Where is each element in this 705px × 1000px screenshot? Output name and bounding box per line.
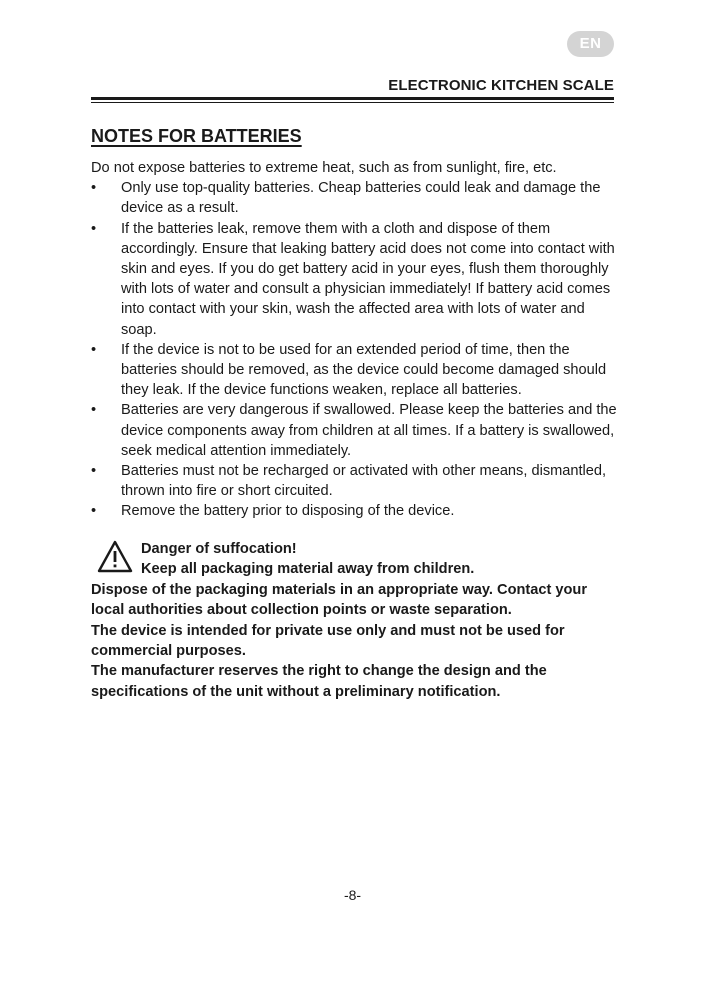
bullet-marker: •: [91, 220, 97, 237]
warning-heading: Danger of suffocation!: [141, 541, 297, 557]
list-item: [91, 461, 617, 501]
header-rule-thin: [91, 102, 614, 103]
intro-sentence: Do not expose batteries to extreme heat, such as from sunlight, fire, etc.: [91, 160, 557, 176]
list-item: [91, 340, 617, 401]
list-item-text: Batteries must not be recharged or activated with other means, dismantled, thrown into fire or short circuited.: [121, 463, 607, 500]
list-item-text: Remove the battery prior to disposing of the device.: [121, 503, 455, 520]
bullet-marker: •: [91, 503, 97, 520]
warning-triangle-icon: [97, 540, 133, 573]
list-item-text: If the batteries leak, remove them with a cloth and dispose of them accordingly. Ensure that leaking battery acid does not come into contact with skin and eyes. If you do get battery acid in your eyes, flush them thoroughly with lots of water and consult a physician immediately! If battery acid comes into contact with your skin, wash the affected area with lots of water and soap.: [121, 220, 615, 338]
list-item-text: Only use top-quality batteries. Cheap batteries could leak and damage the device as a result.: [121, 180, 601, 217]
bullet-marker: •: [91, 463, 97, 480]
battery-notes-list: [91, 178, 617, 521]
design-rights-paragraph: The manufacturer reserves the right to change the design and the specifications of the unit without a preliminary notification.: [91, 663, 547, 700]
list-item: [91, 178, 617, 218]
private-use-paragraph: The device is intended for private use only and must not be used for commercial purposes.: [91, 622, 565, 660]
document-header-title: ELECTRONIC KITCHEN SCALE: [388, 77, 614, 94]
suffocation-warning: [91, 539, 617, 702]
list-item-text: Batteries are very dangerous if swallowed. Please keep the batteries and the device components away from children at all times. If a battery is swallowed, seek medical attention immediately.: [121, 402, 617, 459]
language-badge: EN: [567, 31, 614, 57]
disposal-paragraph: Dispose of the packaging materials in an appropriate way. Contact your local authorities about collection points or waste separation.: [91, 581, 588, 619]
battery-notes-content: [91, 158, 617, 522]
list-item: [91, 501, 617, 521]
list-item: [91, 400, 617, 461]
warning-subheading: Keep all packaging material away from children.: [141, 561, 475, 578]
header-rule-thick: [91, 97, 614, 100]
section-title: NOTES FOR BATTERIES: [91, 126, 302, 146]
bullet-marker: •: [91, 341, 97, 358]
bullet-marker: •: [91, 402, 97, 419]
page-number: -8-: [343, 887, 362, 903]
list-item-text: If the device is not to be used for an extended period of time, then the batteries should be removed, as the device could become damaged should they leak. If the device functions weaken, replace all batteries.: [121, 341, 607, 399]
bullet-marker: •: [91, 180, 97, 197]
list-item: [91, 219, 617, 340]
